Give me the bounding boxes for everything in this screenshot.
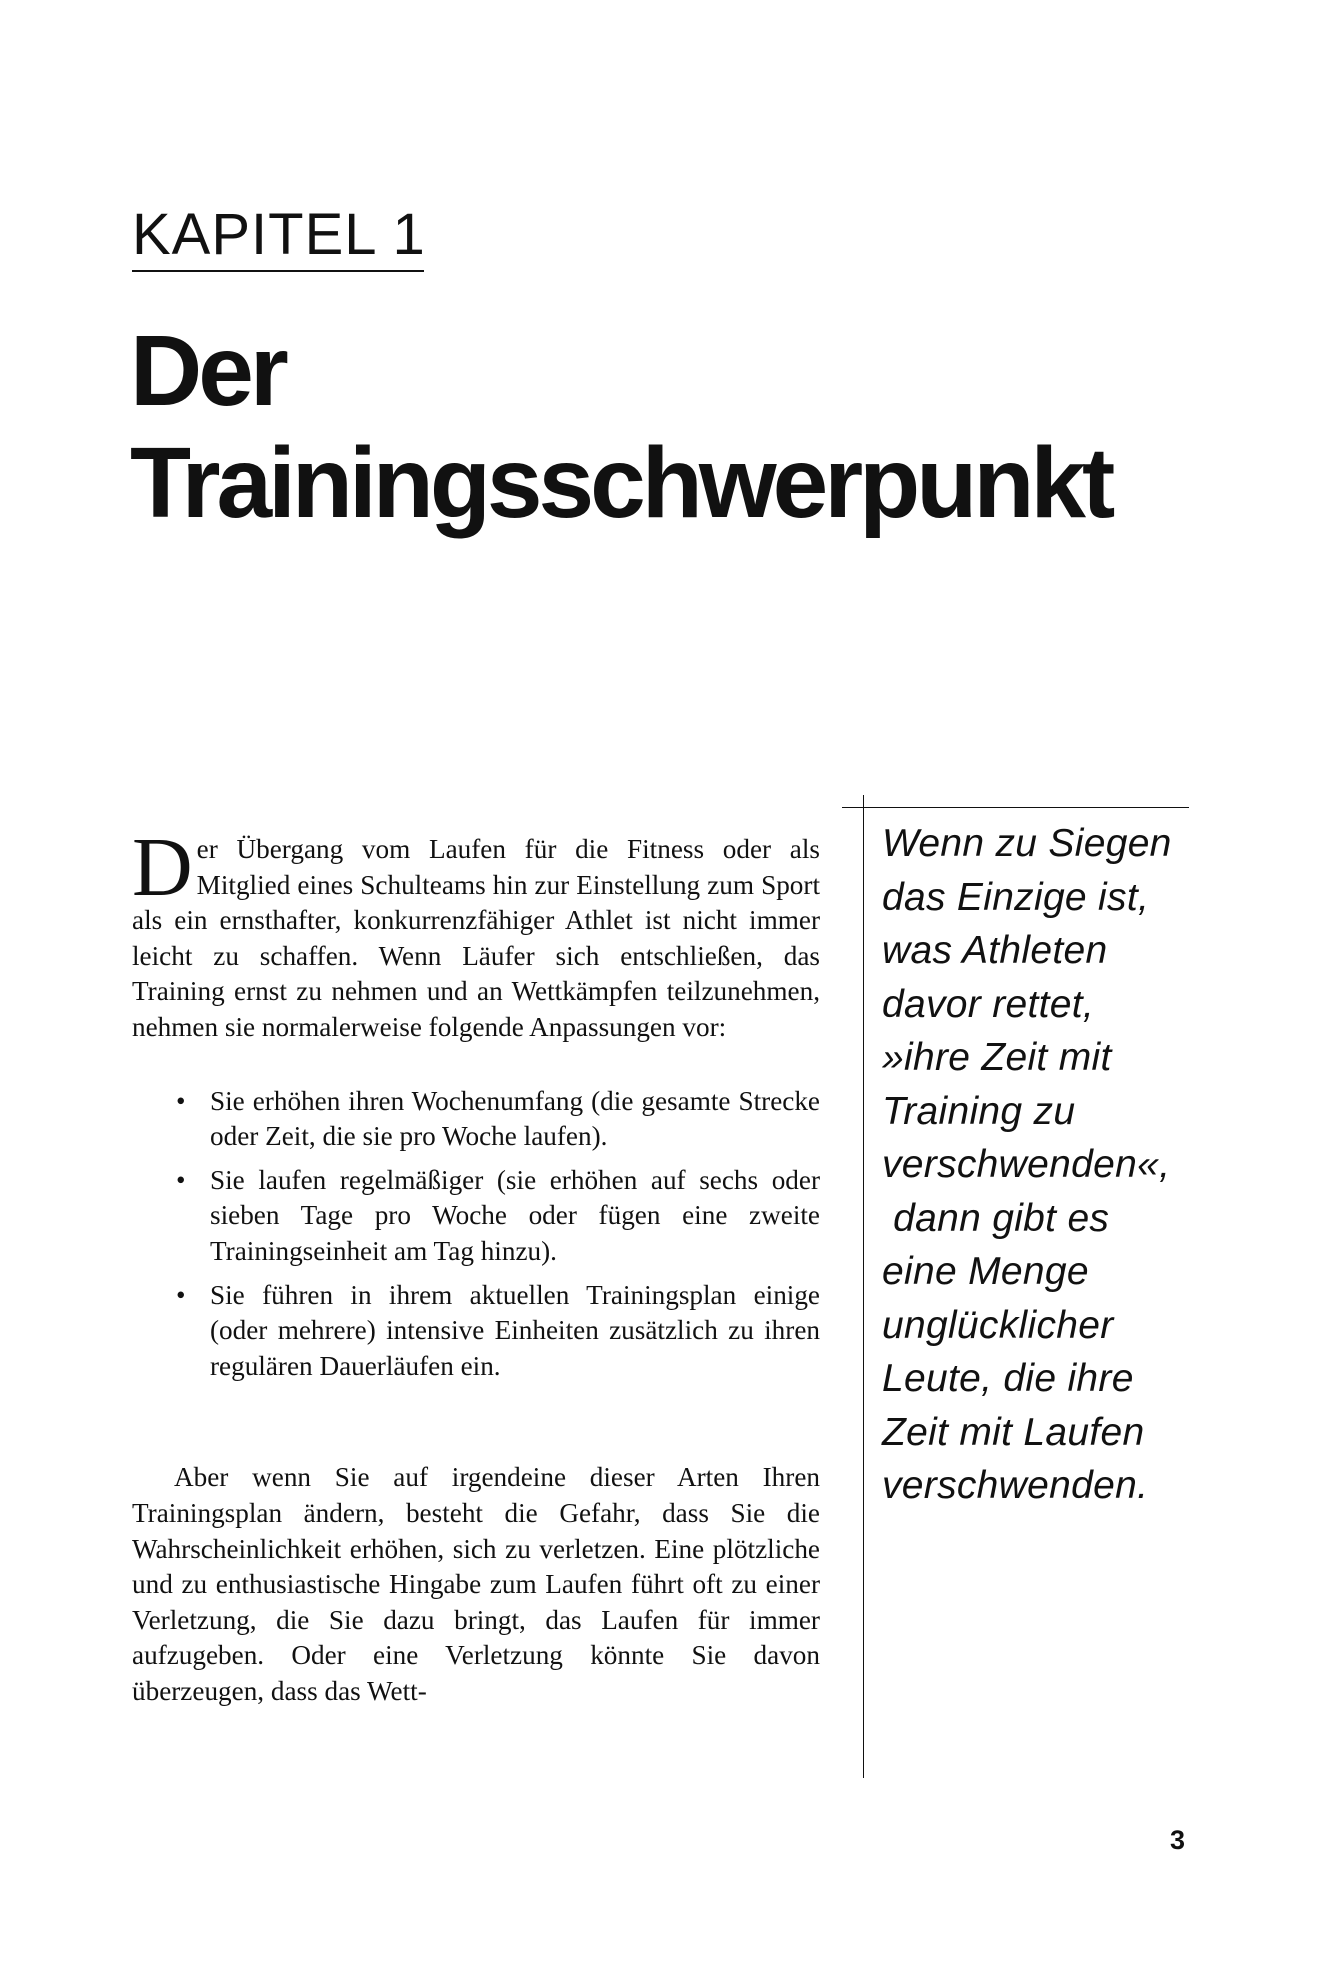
sidebar-horizontal-rule	[842, 807, 1189, 808]
pull-quote-line: Training zu	[882, 1089, 1076, 1133]
list-item: • Sie führen in ihrem aktuellen Trainingsplan einige (oder mehrere) intensive Einheiten zusätzlich zu ihren regulären Dauerläufen ein.	[210, 1278, 820, 1385]
drop-cap: D	[132, 821, 193, 914]
body-text	[132, 821, 820, 1709]
pull-quote-line: verschwenden«,	[882, 1143, 1171, 1186]
chapter-title-line-1: Der	[130, 315, 285, 427]
list-item: • Sie erhöhen ihren Wochenumfang (die gesamte Strecke oder Zeit, die sie pro Woche laufen).	[210, 1084, 820, 1155]
chapter-title-line-2: Trainingsschwerpunkt	[130, 427, 1112, 539]
pull-quote-line: was Athleten	[882, 929, 1108, 972]
pull-quote-line: eine Menge	[882, 1250, 1089, 1293]
chapter-label: KAPITEL 1	[132, 202, 426, 267]
intro-paragraph-text: er Übergang vom Laufen für die Fitness oder als Mitglied eines Schulteams hin zur Einstellung zum Sport als ein ernsthafter, konkurrenzfähiger Athlet ist nicht immer leicht zu schaffen. Wenn Läufer sich entschließen, das Training ernst zu nehmen und an Wettkämpfen teilzunehmen, nehmen sie normalerweise folgende Anpassungen vor:	[132, 834, 820, 1042]
adjustments-list	[132, 1084, 820, 1385]
sidebar-vertical-rule	[863, 795, 864, 1778]
pull-quote-line: davor rettet,	[882, 982, 1095, 1026]
pull-quote-line: Zeit mit Laufen	[882, 1410, 1145, 1454]
page-number: 3	[1170, 1825, 1186, 1855]
list-item: • Sie laufen regelmäßiger (sie erhöhen auf sechs oder sieben Tage pro Woche oder fügen eine zweite Trainingseinheit am Tag hinzu).	[210, 1163, 820, 1270]
pull-quote-line: das Einzige ist,	[882, 875, 1150, 919]
pull-quote-line: Leute, die ihre	[882, 1357, 1134, 1400]
intro-paragraph	[132, 821, 820, 1046]
pull-quote-line: dann gibt es	[882, 1196, 1110, 1240]
second-paragraph: Aber wenn Sie auf irgendeine dieser Arten Ihren Trainingsplan ändern, besteht die Gefahr, dass Sie die Wahrscheinlichkeit erhöhen, sich zu verletzen. Eine plötzliche und zu enthusiastische Hingabe zum Laufen führt oft zu einer Verletzung, die Sie dazu bringt, das Laufen für immer aufzugeben. Oder eine Verletzung könnte Sie davon überzeugen, dass das Wett-	[132, 1462, 820, 1706]
chapter-title	[130, 315, 1111, 539]
pull-quote	[882, 817, 1192, 1513]
pull-quote-line: unglücklicher	[882, 1303, 1114, 1347]
chapter-label-underline	[132, 270, 424, 272]
pull-quote-line: »ihre Zeit mit	[882, 1036, 1112, 1079]
pull-quote-line: verschwenden.	[882, 1464, 1149, 1507]
pull-quote-line: Wenn zu Siegen	[882, 822, 1172, 865]
